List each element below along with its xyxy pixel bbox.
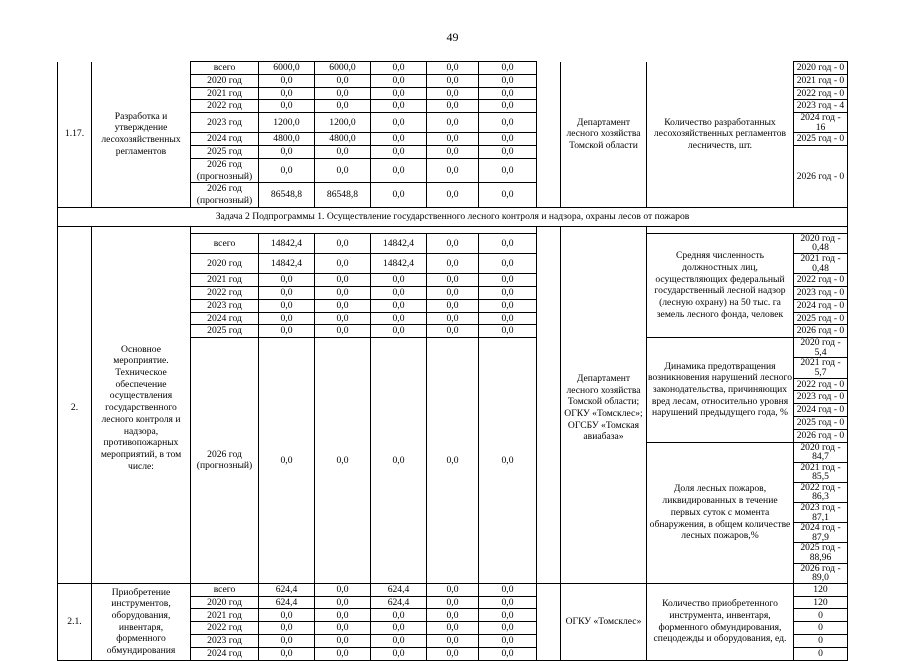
- indicator-value: 2022 год - 0: [794, 274, 848, 287]
- amount-cell: 0,0: [259, 299, 315, 312]
- amount-cell: 0,0: [427, 635, 479, 648]
- amount-cell: 0,0: [479, 233, 537, 253]
- amount-cell: 0,0: [259, 274, 315, 287]
- amount-cell: 0,0: [479, 622, 537, 635]
- amount-cell: 86548,8: [259, 183, 315, 207]
- indicator-name: Доля лесных пожаров, ликвидированных в течение первых суток с момента обнаружения, в общем количестве лесных пожаров,%: [647, 442, 794, 583]
- indicator-value: 2021 год - 5,7: [794, 358, 848, 378]
- indicator-value: 2021 год - 0: [794, 74, 848, 87]
- amount-cell: 0,0: [427, 583, 479, 596]
- amount-cell: 0,0: [315, 609, 371, 622]
- amount-cell: 14842,4: [371, 233, 427, 253]
- amount-cell: 0,0: [371, 74, 427, 87]
- amount-cell: 0,0: [259, 647, 315, 660]
- amount-cell: 0,0: [479, 609, 537, 622]
- amount-cell: 0,0: [479, 583, 537, 596]
- executor: ОГКУ «Томсклес»: [561, 583, 647, 660]
- program-table: [57, 61, 848, 661]
- amount-cell: 0,0: [479, 274, 537, 287]
- amount-cell: 0,0: [259, 635, 315, 648]
- year-cell: 2023 год: [191, 299, 259, 312]
- spacer-cell: [58, 226, 92, 233]
- indicator-value: 2023 год - 0: [794, 286, 848, 299]
- year-cell: 2022 год: [191, 286, 259, 299]
- amount-cell: 0,0: [427, 74, 479, 87]
- amount-cell: 4800,0: [259, 133, 315, 146]
- indicator-name: Средняя численность должностных лиц, осуществляющих федеральный государственный лесной надзор (лесную охрану) на 50 тыс. га земель лесного фонда, человек: [647, 233, 794, 337]
- indicator-value: 2024 год - 16: [794, 113, 848, 133]
- year-cell: 2021 год: [191, 609, 259, 622]
- year-cell: 2021 год: [191, 274, 259, 287]
- indicator-value: 2023 год - 4: [794, 100, 848, 113]
- amount-cell: 0,0: [427, 274, 479, 287]
- amount-cell: 0,0: [315, 146, 371, 159]
- amount-cell: 0,0: [315, 299, 371, 312]
- indicator-value: 2020 год - 84,7: [794, 442, 848, 462]
- amount-cell: 0,0: [371, 62, 427, 75]
- year-cell: 2022 год: [191, 100, 259, 113]
- amount-cell: 0,0: [479, 133, 537, 146]
- year-cell: всего: [191, 62, 259, 75]
- amount-cell: 0,0: [259, 609, 315, 622]
- measure-name: Разработка и утверждение лесохозяйственных регламентов: [92, 62, 191, 208]
- amount-cell: 0,0: [371, 158, 427, 182]
- amount-cell: 0,0: [427, 133, 479, 146]
- amount-cell: 0,0: [315, 338, 371, 584]
- amount-cell: 1200,0: [259, 113, 315, 133]
- amount-cell: 0,0: [371, 647, 427, 660]
- indicator-value: 2024 год - 0: [794, 404, 848, 417]
- amount-cell: 0,0: [479, 312, 537, 325]
- indicator-value: 0: [794, 635, 848, 648]
- amount-cell: 14842,4: [371, 253, 427, 273]
- amount-cell: 86548,8: [315, 183, 371, 207]
- year-cell: 2025 год: [191, 146, 259, 159]
- amount-cell: 0,0: [259, 286, 315, 299]
- row-number: 2.1.: [58, 583, 92, 660]
- measure-name: Приобретение инструментов, оборудования, инвентаря, форменного обмундирования: [92, 583, 191, 660]
- amount-cell: 0,0: [479, 183, 537, 207]
- year-cell: 2024 год: [191, 133, 259, 146]
- amount-cell: 0,0: [427, 596, 479, 609]
- amount-cell: 0,0: [371, 635, 427, 648]
- amount-cell: 0,0: [371, 146, 427, 159]
- indicator-value: 2023 год - 0: [794, 391, 848, 404]
- indicator-value: 2026 год - 0: [794, 325, 848, 338]
- indicator-name: Количество приобретенного инструмента, инвентаря, форменного обмундирования, спецодежды и оборудования, ед.: [647, 583, 794, 660]
- amount-cell: 0,0: [427, 233, 479, 253]
- row-number: 1.17.: [58, 62, 92, 208]
- indicator-name: Количество разработанных лесохозяйственных регламентов лесничеств, шт.: [647, 62, 794, 208]
- year-cell: всего: [191, 233, 259, 253]
- amount-cell: 0,0: [479, 74, 537, 87]
- amount-cell: 0,0: [315, 325, 371, 338]
- year-cell: 2026 год (прогнозный): [191, 338, 259, 584]
- amount-cell: 4800,0: [315, 133, 371, 146]
- indicator-value: 2026 год - 0: [794, 146, 848, 208]
- indicator-value: 2020 год - 0: [794, 62, 848, 75]
- amount-cell: 0,0: [479, 100, 537, 113]
- amount-cell: 6000,0: [315, 62, 371, 75]
- measure-name: Основное мероприятие. Техническое обеспечение осуществления государственного лесного контроля и надзора, противопожарных мероприятий, в том числе:: [92, 233, 191, 583]
- amount-cell: 0,0: [479, 647, 537, 660]
- amount-cell: 0,0: [371, 622, 427, 635]
- amount-cell: 0,0: [427, 609, 479, 622]
- amount-cell: 0,0: [479, 325, 537, 338]
- task-heading: Задача 2 Подпрограммы 1. Осуществление государственного лесного контроля и надзора, охраны лесов от пожаров: [58, 207, 848, 226]
- indicator-value: 2022 год - 0: [794, 378, 848, 391]
- page-number: 49: [446, 30, 459, 44]
- year-cell: 2021 год: [191, 87, 259, 100]
- amount-cell: 0,0: [427, 62, 479, 75]
- amount-cell: 0,0: [371, 299, 427, 312]
- indicator-value: 2023 год - 87,1: [794, 503, 848, 523]
- blank-cell: [537, 62, 561, 208]
- indicator-value: 120: [794, 596, 848, 609]
- amount-cell: 0,0: [259, 312, 315, 325]
- spacer-cell: [92, 226, 191, 233]
- amount-cell: 0,0: [315, 233, 371, 253]
- amount-cell: 0,0: [315, 87, 371, 100]
- indicator-value: 120: [794, 583, 848, 596]
- amount-cell: 14842,4: [259, 253, 315, 273]
- year-cell: 2025 год: [191, 325, 259, 338]
- row-number: 2.: [58, 233, 92, 583]
- amount-cell: 0,0: [427, 113, 479, 133]
- indicator-value: 0: [794, 609, 848, 622]
- amount-cell: 0,0: [315, 647, 371, 660]
- amount-cell: 0,0: [427, 325, 479, 338]
- indicator-value: 2025 год - 0: [794, 416, 848, 429]
- indicator-value: 0: [794, 622, 848, 635]
- indicator-value: 2026 год - 89,0: [794, 563, 848, 583]
- amount-cell: 0,0: [479, 286, 537, 299]
- amount-cell: 0,0: [315, 274, 371, 287]
- amount-cell: 0,0: [259, 622, 315, 635]
- indicator-value: 2024 год - 0: [794, 299, 848, 312]
- amount-cell: 0,0: [371, 286, 427, 299]
- amount-cell: 0,0: [315, 158, 371, 182]
- amount-cell: 624,4: [259, 596, 315, 609]
- year-cell: всего: [191, 583, 259, 596]
- spacer-cell: [537, 226, 561, 233]
- amount-cell: 624,4: [259, 583, 315, 596]
- amount-cell: 0,0: [371, 133, 427, 146]
- amount-cell: 624,4: [371, 596, 427, 609]
- year-cell: 2026 год (прогнозный): [191, 158, 259, 182]
- amount-cell: 6000,0: [259, 62, 315, 75]
- year-cell: 2020 год: [191, 253, 259, 273]
- indicator-value: 2025 год - 0: [794, 312, 848, 325]
- executor: Департамент лесного хозяйства Томской области: [561, 62, 647, 208]
- amount-cell: 0,0: [371, 274, 427, 287]
- amount-cell: 0,0: [479, 146, 537, 159]
- amount-cell: 0,0: [479, 596, 537, 609]
- amount-cell: 0,0: [371, 312, 427, 325]
- amount-cell: 0,0: [479, 62, 537, 75]
- indicator-value: 2024 год - 87,9: [794, 523, 848, 543]
- year-cell: 2023 год: [191, 635, 259, 648]
- amount-cell: 0,0: [259, 87, 315, 100]
- amount-cell: 0,0: [315, 583, 371, 596]
- indicator-value: 2026 год - 0: [794, 429, 848, 442]
- amount-cell: 0,0: [427, 183, 479, 207]
- amount-cell: 0,0: [427, 622, 479, 635]
- amount-cell: 0,0: [427, 312, 479, 325]
- amount-cell: 0,0: [315, 312, 371, 325]
- indicator-value: 2021 год - 85,5: [794, 462, 848, 482]
- amount-cell: 0,0: [371, 183, 427, 207]
- amount-cell: 1200,0: [315, 113, 371, 133]
- indicator-value: 2021 год - 0,48: [794, 253, 848, 273]
- amount-cell: 0,0: [315, 635, 371, 648]
- amount-cell: 0,0: [315, 622, 371, 635]
- amount-cell: 0,0: [427, 338, 479, 584]
- spacer-cell: [561, 226, 647, 233]
- amount-cell: 0,0: [427, 286, 479, 299]
- year-cell: 2022 год: [191, 622, 259, 635]
- amount-cell: 0,0: [315, 100, 371, 113]
- spacer-cell: [647, 226, 848, 233]
- amount-cell: 0,0: [315, 253, 371, 273]
- amount-cell: 0,0: [479, 87, 537, 100]
- amount-cell: 0,0: [427, 299, 479, 312]
- amount-cell: 0,0: [479, 635, 537, 648]
- amount-cell: 0,0: [479, 338, 537, 584]
- amount-cell: 0,0: [371, 87, 427, 100]
- year-cell: 2026 год (прогнозный): [191, 183, 259, 207]
- amount-cell: 0,0: [479, 253, 537, 273]
- amount-cell: 0,0: [479, 299, 537, 312]
- amount-cell: 0,0: [427, 87, 479, 100]
- blank-cell: [537, 583, 561, 660]
- spacer-cell: [191, 226, 537, 233]
- year-cell: 2020 год: [191, 74, 259, 87]
- year-cell: 2024 год: [191, 647, 259, 660]
- executor: Департамент лесного хозяйства Томской области; ОГКУ «Томсклес»; ОГСБУ «Томская авиабаза»: [561, 233, 647, 583]
- amount-cell: 0,0: [371, 113, 427, 133]
- amount-cell: 0,0: [427, 100, 479, 113]
- year-cell: 2023 год: [191, 113, 259, 133]
- indicator-name: Динамика предотвращения возникновения нарушений лесного законодательства, причиняющих вред лесам, относительно уровня нарушений предыдущего года, %: [647, 338, 794, 442]
- amount-cell: 624,4: [371, 583, 427, 596]
- amount-cell: 0,0: [315, 596, 371, 609]
- indicator-value: 2025 год - 88,96: [794, 543, 848, 563]
- amount-cell: 0,0: [259, 338, 315, 584]
- amount-cell: 0,0: [427, 158, 479, 182]
- indicator-value: 2020 год - 5,4: [794, 338, 848, 358]
- amount-cell: 0,0: [259, 325, 315, 338]
- amount-cell: 0,0: [427, 647, 479, 660]
- year-cell: 2020 год: [191, 596, 259, 609]
- amount-cell: 0,0: [371, 325, 427, 338]
- amount-cell: 0,0: [371, 338, 427, 584]
- amount-cell: 0,0: [427, 146, 479, 159]
- amount-cell: 0,0: [315, 286, 371, 299]
- amount-cell: 0,0: [259, 100, 315, 113]
- amount-cell: 0,0: [259, 74, 315, 87]
- indicator-value: 2022 год - 86,3: [794, 482, 848, 502]
- amount-cell: 0,0: [427, 253, 479, 273]
- indicator-value: 2025 год - 0: [794, 133, 848, 146]
- indicator-value: 0: [794, 647, 848, 660]
- year-cell: 2024 год: [191, 312, 259, 325]
- amount-cell: 0,0: [259, 158, 315, 182]
- blank-cell: [537, 233, 561, 583]
- amount-cell: 0,0: [479, 158, 537, 182]
- indicator-value: 2020 год - 0,48: [794, 233, 848, 253]
- indicator-value: 2022 год - 0: [794, 87, 848, 100]
- amount-cell: 0,0: [371, 100, 427, 113]
- amount-cell: 0,0: [371, 609, 427, 622]
- amount-cell: 0,0: [479, 113, 537, 133]
- amount-cell: 0,0: [259, 146, 315, 159]
- amount-cell: 0,0: [315, 74, 371, 87]
- amount-cell: 14842,4: [259, 233, 315, 253]
